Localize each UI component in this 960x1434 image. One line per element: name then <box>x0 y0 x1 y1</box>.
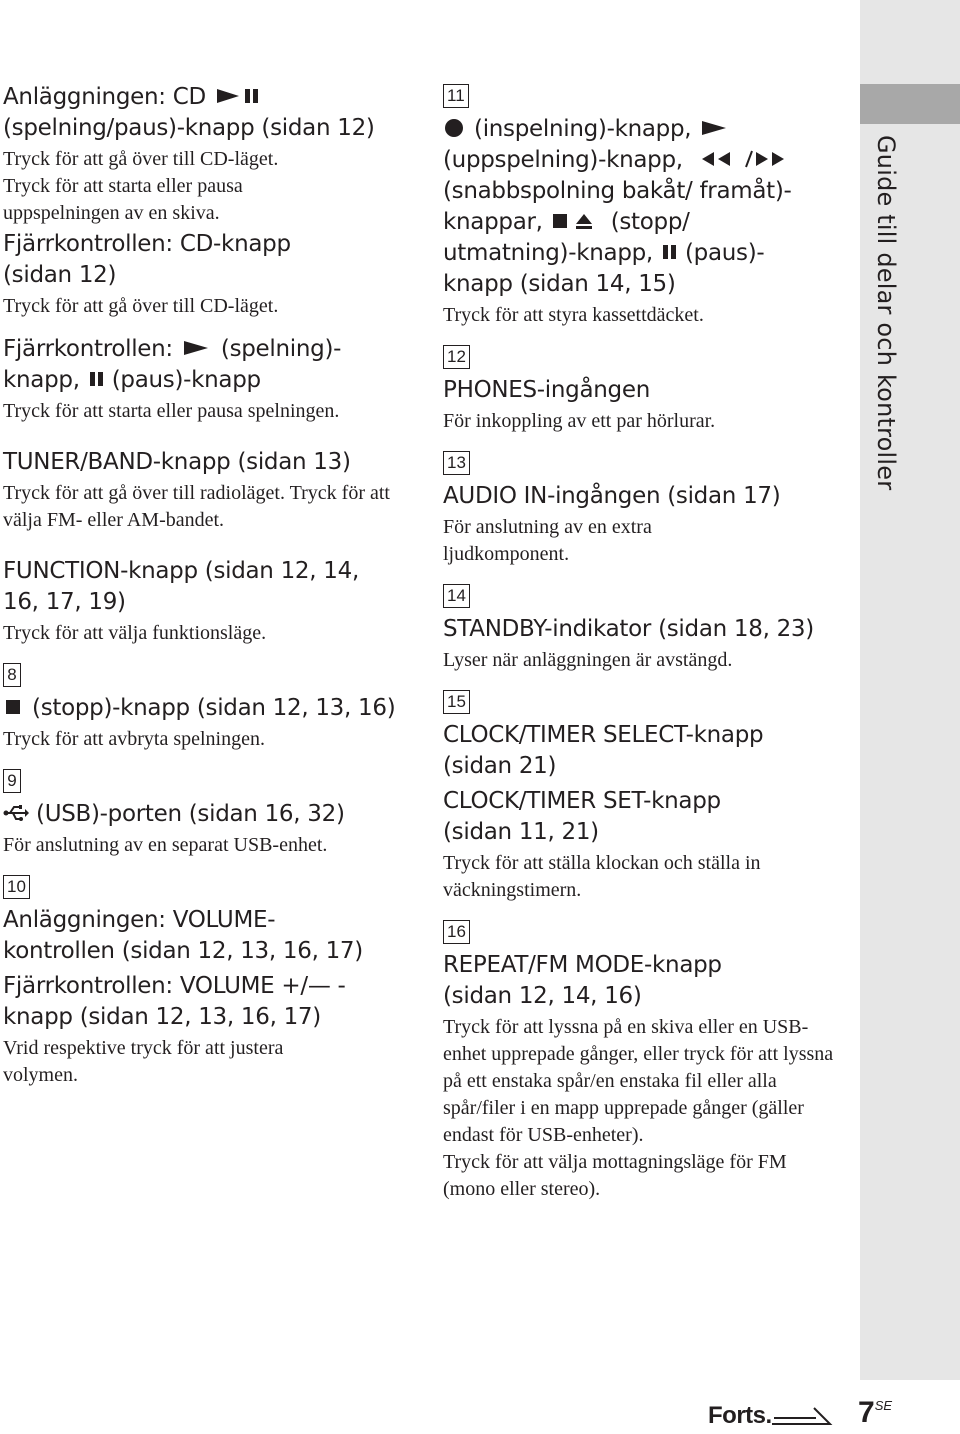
item-heading: (spelning/paus)-knapp (sidan 12) <box>3 115 375 141</box>
page-number <box>858 1396 892 1430</box>
item-description: Tryck för att starta eller pausa spelningen. <box>3 400 340 422</box>
item-number: 10 <box>3 875 30 899</box>
page-number-value: 7 <box>858 1396 875 1429</box>
item-heading: (stopp)-knapp (sidan 12, 13, 16) <box>32 695 396 721</box>
sidebar-title: Guide till delar och kontroller <box>872 135 900 491</box>
item-description: Tryck för att avbryta spelningen. <box>3 728 265 750</box>
item-16 <box>443 918 843 1203</box>
item-number: 8 <box>3 663 21 687</box>
item-number: 14 <box>443 584 470 608</box>
item-14 <box>443 582 843 674</box>
item-heading: CLOCK/TIMER SELECT-knapp (sidan 21) <box>443 722 764 779</box>
play-pause-icon <box>213 86 265 106</box>
sidebar-tab-marker <box>860 84 960 124</box>
continued-arrow-icon <box>770 1402 834 1428</box>
item-function <box>3 556 413 647</box>
stop-eject-icon <box>550 211 604 231</box>
record-icon <box>443 118 467 138</box>
item-description: Tryck för att ställa klockan och ställa in väckningstimern. <box>443 852 761 901</box>
item-description: Lyser när anläggningen är avstängd. <box>443 649 733 671</box>
item-number: 11 <box>443 84 469 108</box>
rewind-fast-forward-icon <box>690 149 794 169</box>
item-number: 13 <box>443 451 470 475</box>
stop-icon <box>3 697 25 717</box>
item-tuner-band <box>3 447 413 534</box>
item-description: Tryck för att gå över till radioläget. Tryck för att välja FM- eller AM-bandet. <box>3 482 390 531</box>
item-11 <box>443 82 843 329</box>
pause-icon <box>660 242 678 262</box>
item-cd-button <box>3 229 413 320</box>
item-description: Tryck för att styra kassettdäcket. <box>443 304 704 326</box>
item-heading: STANDBY-indikator (sidan 18, 23) <box>443 616 814 642</box>
item-description: Tryck för att välja funktionsläge. <box>3 622 267 644</box>
item-number: 9 <box>3 769 21 793</box>
item-13 <box>443 449 843 568</box>
page-number-suffix: SE <box>874 1398 893 1413</box>
item-number: 15 <box>443 690 470 714</box>
item-heading: Fjärrkontrollen: CD-knapp (sidan 12) <box>3 231 291 288</box>
item-heading: AUDIO IN-ingången (sidan 17) <box>443 483 781 509</box>
continued-label: Forts. <box>708 1402 772 1429</box>
item-heading: (paus)-knapp <box>111 367 261 393</box>
item-description: Tryck för att gå över till CD-läget. Tryck för att starta eller pausa uppspelningen av en skiva. <box>3 148 279 224</box>
item-heading: REPEAT/FM MODE-knapp (sidan 12, 14, 16) <box>443 952 722 1009</box>
item-description: Tryck för att lyssna på en skiva eller en USB-enhet upprepade gånger, eller tryck för att lyssna på ett enstaka spår/en enstaka fil eller alla spår/filer i en mapp upprepade gånger (gäller endast för USB-enheter). <box>443 1016 834 1146</box>
item-heading: PHONES-ingången <box>443 377 650 403</box>
left-column <box>3 82 413 1089</box>
item-heading: Fjärrkontrollen: <box>3 336 173 362</box>
item-heading: (uppspelning)-knapp, <box>443 147 683 173</box>
pause-icon <box>87 369 105 389</box>
item-heading: Fjärrkontrollen: VOLUME +/— -knapp (sidan 12, 13, 16, 17) <box>3 973 346 1030</box>
item-heading: (spelning)- <box>220 336 342 362</box>
right-column <box>443 82 843 1203</box>
item-heading: (inspelning)-knapp, <box>474 116 692 142</box>
item-heading: (paus)-knapp (sidan 14, 15) <box>443 240 765 297</box>
item-description: Tryck för att gå över till CD-läget. <box>3 295 279 317</box>
item-heading: (snabbspolning bakåt/ framåt)-knappar, <box>443 178 792 235</box>
item-description: Tryck för att välja mottagningsläge för FM (mono eller stereo). <box>443 1151 787 1200</box>
item-number: 16 <box>443 920 470 944</box>
item-number: 12 <box>443 345 470 369</box>
item-heading: Anläggningen: CD <box>3 84 206 110</box>
item-heading: TUNER/BAND-knapp (sidan 13) <box>3 449 351 475</box>
item-9 <box>3 767 413 859</box>
item-play-pause <box>3 82 413 227</box>
item-description: För inkoppling av ett par hörlurar. <box>443 410 716 432</box>
item-heading: (stopp/ utmatning)-knapp, <box>443 209 690 266</box>
item-remote-play <box>3 334 413 425</box>
play-icon <box>698 118 732 138</box>
item-description: För anslutning av en separat USB-enhet. <box>3 834 328 856</box>
item-heading: CLOCK/TIMER SET-knapp (sidan 11, 21) <box>443 788 721 845</box>
item-15 <box>443 688 843 904</box>
item-heading: knapp, <box>3 367 80 393</box>
item-description: För anslutning av en extra ljudkomponent. <box>443 516 652 565</box>
usb-icon <box>3 803 29 823</box>
play-icon <box>180 338 214 358</box>
item-heading: FUNCTION-knapp (sidan 12, 14, 16, 17, 19) <box>3 558 359 615</box>
item-10 <box>3 873 413 1089</box>
item-heading: Anläggningen: VOLUME-kontrollen (sidan 12, 13, 16, 17) <box>3 907 363 964</box>
item-heading: (USB)-porten (sidan 16, 32) <box>36 801 345 827</box>
item-description: Vrid respektive tryck för att justera volymen. <box>3 1037 284 1086</box>
item-12 <box>443 343 843 435</box>
item-8 <box>3 661 413 753</box>
